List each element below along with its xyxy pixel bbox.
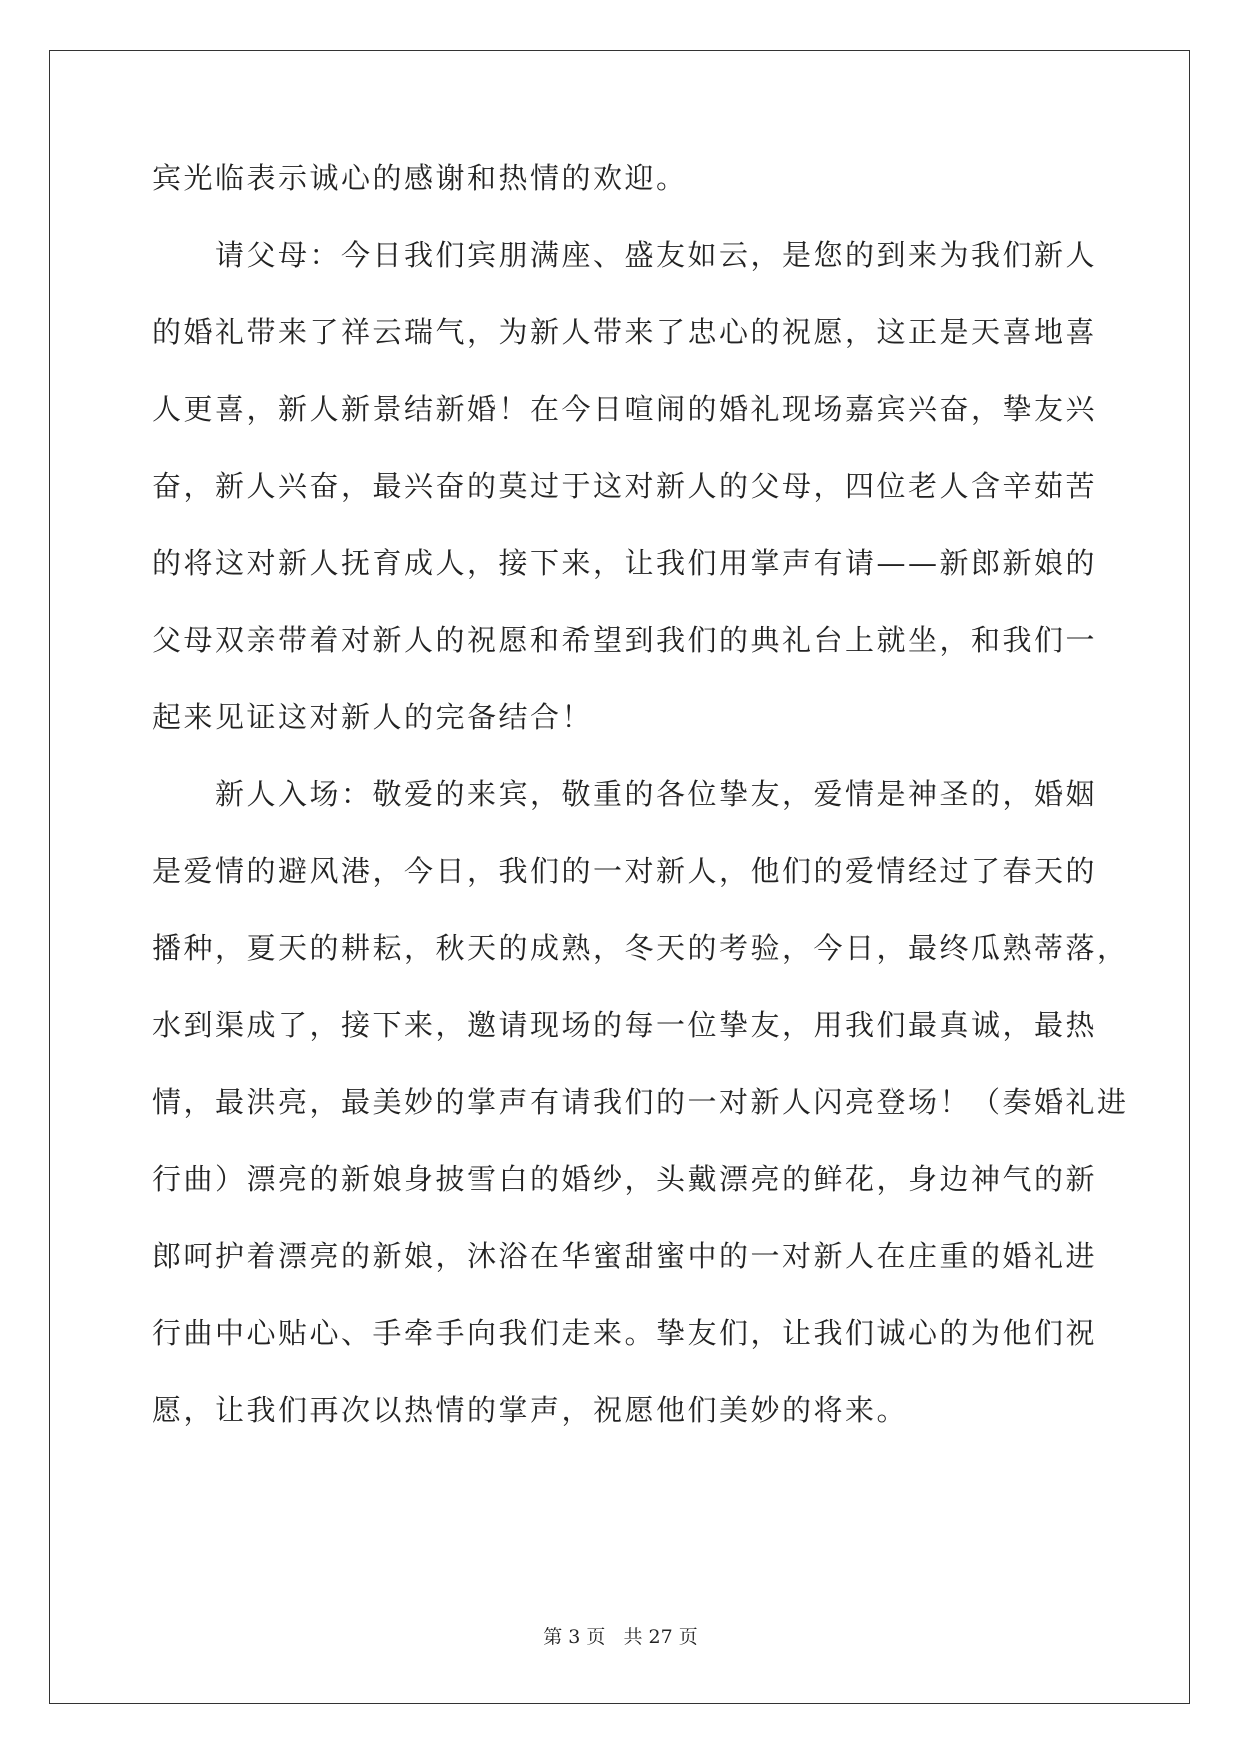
text-line: 水到渠成了，接下来，邀请现场的每一位挚友，用我们最真诚，最热 bbox=[152, 1008, 1098, 1042]
text-line: 行曲中心贴心、手牵手向我们走来。挚友们，让我们诚心的为他们祝 bbox=[152, 1316, 1098, 1350]
text-line: 新人入场：敬爱的来宾，敬重的各位挚友，爱情是神圣的，婚姻 bbox=[152, 777, 1098, 811]
text-line: 宾光临表示诚心的感谢和热情的欢迎。 bbox=[152, 161, 688, 195]
text-line: 父母双亲带着对新人的祝愿和希望到我们的典礼台上就坐，和我们一 bbox=[152, 623, 1098, 657]
text-line: 情，最洪亮，最美妙的掌声有请我们的一对新人闪亮登场！（奏婚礼进 bbox=[152, 1085, 1129, 1119]
page-number: 第 3 页 bbox=[543, 1626, 606, 1648]
text-line: 人更喜，新人新景结新婚！在今日喧闹的婚礼现场嘉宾兴奋，挚友兴 bbox=[152, 392, 1098, 426]
text-line: 奋，新人兴奋，最兴奋的莫过于这对新人的父母，四位老人含辛茹苦 bbox=[152, 469, 1098, 503]
text-line: 的将这对新人抚育成人，接下来，让我们用掌声有请——新郎新娘的 bbox=[152, 546, 1098, 580]
page-total: 共 27 页 bbox=[623, 1626, 698, 1648]
text-line: 愿，让我们再次以热情的掌声，祝愿他们美妙的将来。 bbox=[152, 1393, 909, 1427]
text-line: 的婚礼带来了祥云瑞气，为新人带来了忠心的祝愿，这正是天喜地喜 bbox=[152, 315, 1098, 349]
text-line: 郎呵护着漂亮的新娘，沐浴在华蜜甜蜜中的一对新人在庄重的婚礼进 bbox=[152, 1239, 1098, 1273]
text-line: 起来见证这对新人的完备结合！ bbox=[152, 700, 594, 734]
text-line: 是爱情的避风港，今日，我们的一对新人，他们的爱情经过了春天的 bbox=[152, 854, 1098, 888]
text-line: 请父母：今日我们宾朋满座、盛友如云，是您的到来为我们新人 bbox=[152, 238, 1098, 272]
text-line: 播种，夏天的耕耘，秋天的成熟，冬天的考验，今日，最终瓜熟蒂落， bbox=[152, 931, 1129, 965]
page-footer bbox=[0, 1625, 1241, 1649]
text-line: 行曲）漂亮的新娘身披雪白的婚纱，头戴漂亮的鲜花，身边神气的新 bbox=[152, 1162, 1098, 1196]
